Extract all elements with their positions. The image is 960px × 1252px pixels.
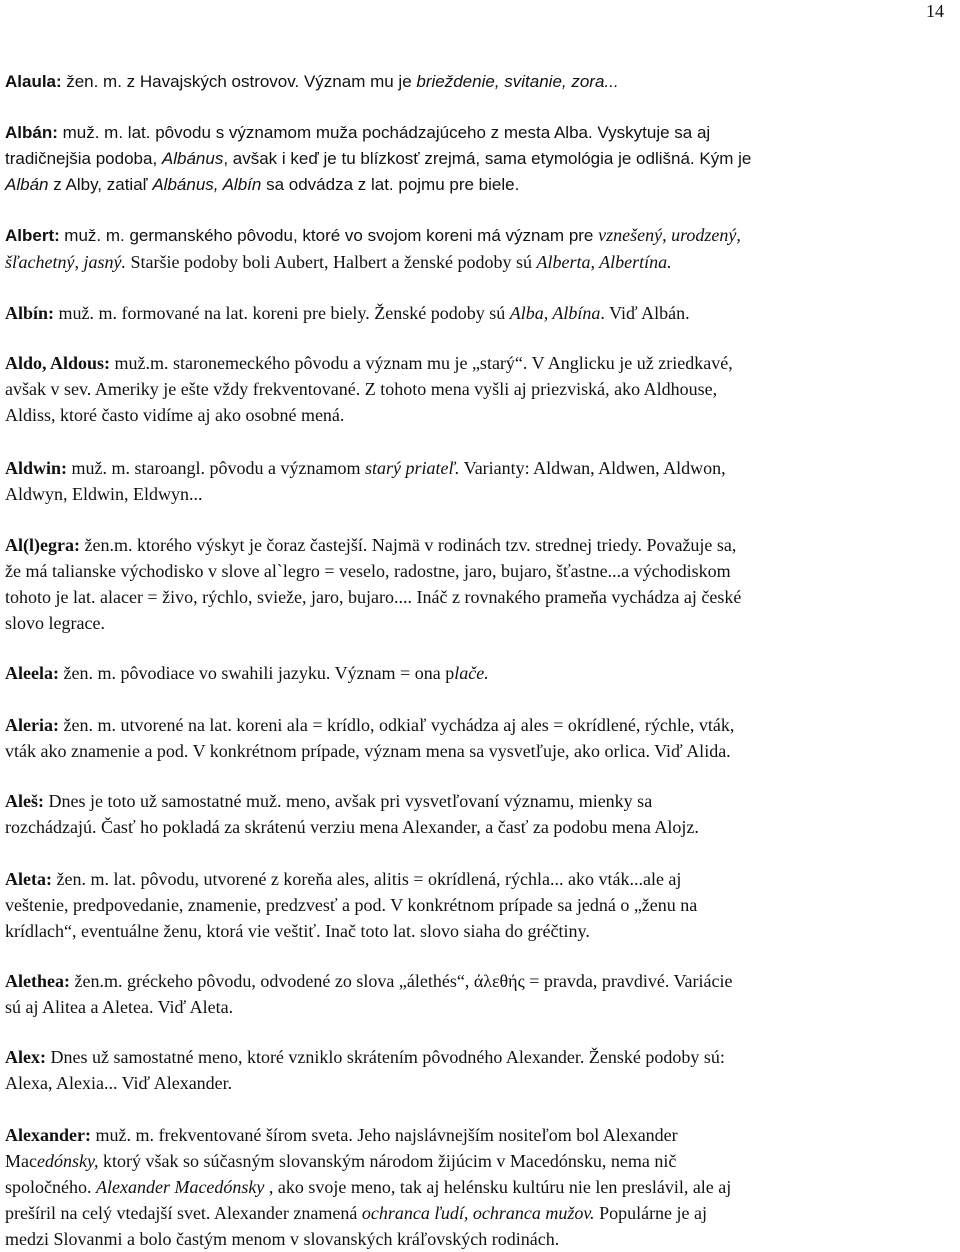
entry-head: Albín:	[5, 303, 55, 323]
entry-alexander: Alexander: muž. m. frekventované šírom sveta. Jeho najslávnejším nositeľom bol Alexander Macedónsky, ktorý však so súčasným slovanským národom žijúcim v Macedónsku, nema nič spoločného. Alexander Macedónsky , ako svoje meno, tak aj helénsku kultúru nie len preslávil, ale aj prešíril na celý vtedajší svet. Alexander znamená ochranca ľudí, ochranca mužov. Populárne je aj medzi Slovanmi a bolo častým menom v slovanských kráľovských rodinách.	[5, 1125, 732, 1249]
entry-alban: Albán: muž. m. lat. pôvodu s významom muža pochádzajúceho z mesta Alba. Vyskytuje sa aj tradičnejšia podoba, Albánus, avšak i keď je tu blízkosť zrejmá, sama etymológia je odlišná. Kým je Albán z Alby, zatiaľ Albánus, Albín sa odvádza z lat. pojmu pre biele.	[5, 123, 752, 194]
entry-head: Al(l)egra:	[5, 535, 80, 555]
entry-head: Aleela:	[5, 663, 59, 683]
entry-allegra: Al(l)egra: žen.m. ktorého výskyt je čoraz častejší. Najmä v rodinách tzv. strednej triedy. Považuje sa, že má talianske východisko v slove al`legro = veselo, radostne, jaro, bujaro, šťastne...a východiskom tohoto je lat. alacer = živo, rýchlo, svieže, jaro, bujaro.... Ináč z rovnakého prameňa vychádza aj české slovo legrace.	[5, 535, 742, 633]
entry-aldwin: Aldwin: muž. m. staroangl. pôvodu a významom starý priateľ. Varianty: Aldwan, Aldwen, Aldwon, Aldwyn, Eldwin, Eldwyn...	[5, 458, 726, 504]
entry-head: Aleria:	[5, 715, 59, 735]
entry-ales: Aleš: Dnes je toto už samostatné muž. meno, avšak pri vysvetľovaní významu, mienky sa rozchádzajú. Časť ho pokladá za skrátenú verziu mena Alexander, a časť za podobu mena Alojz.	[5, 791, 699, 837]
entry-alaula: Alaula: žen. m. z Havajských ostrovov. Význam mu je brieždenie, svitanie, zora...	[5, 72, 619, 91]
entry-albin: Albín: muž. m. formované na lat. koreni pre biely. Ženské podoby sú Alba, Albína. Viď Albán.	[5, 303, 690, 323]
entry-head: Aleš:	[5, 791, 44, 811]
entry-head: Aldo, Aldous:	[5, 353, 111, 373]
page-number: 14	[926, 1, 944, 21]
entry-head: Alex:	[5, 1047, 46, 1067]
entry-head: Aleta:	[5, 869, 52, 889]
entry-aldo: Aldo, Aldous: muž.m. staronemeckého pôvodu a význam mu je „starý“. V Anglicku je už zriedkavé, avšak v sev. Ameriky je ešte vždy frekventované. Z tohoto mena vyšli aj priezviská, ako Aldhouse, Aldiss, ktoré často vidíme aj ako osobné mená.	[5, 353, 733, 425]
entry-head: Aldwin:	[5, 458, 68, 478]
entry-aleria: Aleria: žen. m. utvorené na lat. koreni ala = krídlo, odkiaľ vychádza aj ales = okrídlené, rýchle, vták, vták ako znamenie a pod. V konkrétnom prípade, význam mena sa vysvetľuje, ako orlica. Viď Alida.	[5, 715, 735, 761]
entry-albert: Albert: muž. m. germanského pôvodu, ktoré vo svojom koreni má význam pre vznešený, urodzený, šľachetný, jasný. Staršie podoby boli Aubert, Halbert a ženské podoby sú Alberta, Albertína.	[5, 225, 741, 272]
entry-head: Albert:	[5, 226, 60, 245]
entry-alex: Alex: Dnes už samostatné meno, ktoré vzniklo skrátením pôvodného Alexander. Ženské podoby sú: Alexa, Alexia... Viď Alexander.	[5, 1047, 725, 1093]
entry-head: Alaula:	[5, 72, 62, 91]
entry-aleela: Aleela: žen. m. pôvodiace vo swahili jazyku. Význam = ona plače.	[5, 663, 489, 683]
entry-head: Alexander:	[5, 1125, 91, 1145]
entry-alethea: Alethea: žen.m. gréckeho pôvodu, odvodené zo slova „álethés“, άλεθής = pravda, pravdivé. Variácie sú aj Alitea a Aletea. Viď Aleta.	[5, 971, 733, 1017]
entry-head: Albán:	[5, 123, 58, 142]
entry-head: Alethea:	[5, 971, 70, 991]
entry-aleta: Aleta: žen. m. lat. pôvodu, utvorené z koreňa ales, alitis = okrídlená, rýchla... ako vták...ale aj veštenie, predpovedanie, znamenie, predzvesť a pod. V konkrétnom prípade sa jedná o „ženu na krídlach“, eventuálne ženu, ktorá vie veštiť. Inač toto lat. slovo siaha do gréčtiny.	[5, 869, 698, 941]
